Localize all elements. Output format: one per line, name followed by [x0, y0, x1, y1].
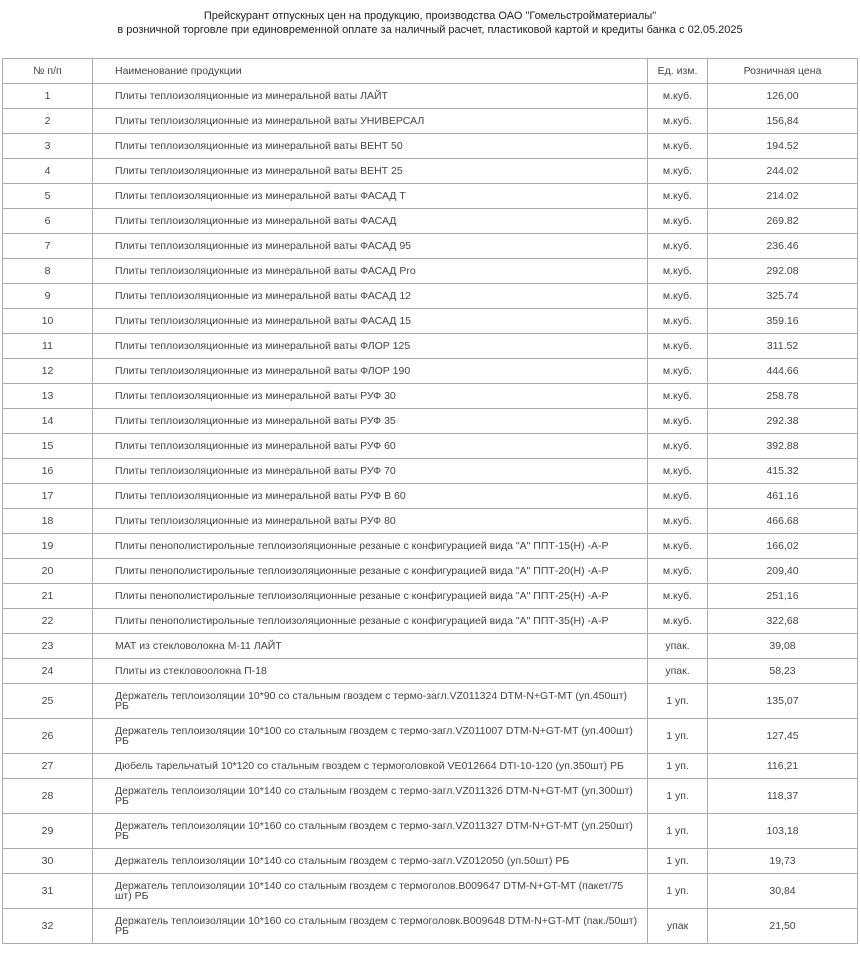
table-row	[3, 184, 858, 209]
row-number: 27	[3, 754, 93, 779]
row-number: 7	[3, 234, 93, 259]
table-row	[3, 384, 858, 409]
product-name: Плиты теплоизоляционные из минеральной ваты РУФ 60	[93, 434, 648, 459]
unit-of-measure: 1 уп.	[648, 779, 708, 814]
product-name: Плиты теплоизоляционные из минеральной ваты УНИВЕРСАЛ	[93, 109, 648, 134]
retail-price: 325.74	[708, 284, 858, 309]
table-body	[3, 84, 858, 944]
product-name: Плиты теплоизоляционные из минеральной ваты ВЕНТ 25	[93, 159, 648, 184]
retail-price: 116,21	[708, 754, 858, 779]
unit-of-measure: 1 уп.	[648, 874, 708, 909]
unit-of-measure: м.куб.	[648, 509, 708, 534]
column-header-number: № п/п	[3, 59, 93, 84]
product-name: Плиты теплоизоляционные из минеральной ваты ФЛОР 190	[93, 359, 648, 384]
unit-of-measure: м.куб.	[648, 409, 708, 434]
price-table-container	[2, 58, 857, 944]
unit-of-measure: м.куб.	[648, 159, 708, 184]
retail-price: 214.02	[708, 184, 858, 209]
retail-price: 103,18	[708, 814, 858, 849]
table-row	[3, 259, 858, 284]
product-name: Держатель теплоизоляции 10*100 со стальным гвоздем с термо-загл.VZ011007 DTM-N+GT-MT (уп.400шт) РБ	[93, 719, 648, 754]
row-number: 5	[3, 184, 93, 209]
unit-of-measure: м.куб.	[648, 284, 708, 309]
row-number: 31	[3, 874, 93, 909]
retail-price: 269.82	[708, 209, 858, 234]
table-row	[3, 334, 858, 359]
product-name: Плиты пенополистирольные теплоизоляционные резаные с конфигурацией вида "А" ППТ-25(Н) -А-Р	[93, 584, 648, 609]
retail-price: 311.52	[708, 334, 858, 359]
row-number: 29	[3, 814, 93, 849]
table-row	[3, 434, 858, 459]
unit-of-measure: м.куб.	[648, 609, 708, 634]
product-name: Держатель теплоизоляции 10*160 со стальным гвоздем с термоголовк.В009648 DTM-N+GT-MT (пак./50шт) РБ	[93, 909, 648, 944]
product-name: Плиты теплоизоляционные из минеральной ваты РУФ 80	[93, 509, 648, 534]
retail-price: 19,73	[708, 849, 858, 874]
table-row	[3, 849, 858, 874]
retail-price: 156,84	[708, 109, 858, 134]
row-number: 23	[3, 634, 93, 659]
row-number: 8	[3, 259, 93, 284]
product-name: Плиты теплоизоляционные из минеральной ваты ФАСАД	[93, 209, 648, 234]
retail-price: 251,16	[708, 584, 858, 609]
unit-of-measure: м.куб.	[648, 259, 708, 284]
row-number: 17	[3, 484, 93, 509]
unit-of-measure: м.куб.	[648, 584, 708, 609]
product-name: Плиты теплоизоляционные из минеральной ваты РУФ 35	[93, 409, 648, 434]
product-name: Плиты теплоизоляционные из минеральной ваты ФЛОР 125	[93, 334, 648, 359]
row-number: 20	[3, 559, 93, 584]
retail-price: 21,50	[708, 909, 858, 944]
row-number: 24	[3, 659, 93, 684]
retail-price: 415.32	[708, 459, 858, 484]
retail-price: 466.68	[708, 509, 858, 534]
unit-of-measure: м.куб.	[648, 309, 708, 334]
table-row	[3, 134, 858, 159]
retail-price: 127,45	[708, 719, 858, 754]
retail-price: 322,68	[708, 609, 858, 634]
row-number: 21	[3, 584, 93, 609]
product-name: Плиты теплоизоляционные из минеральной ваты РУФ 30	[93, 384, 648, 409]
product-name: Плиты теплоизоляционные из минеральной ваты РУФ В 60	[93, 484, 648, 509]
table-header-row	[3, 59, 858, 84]
row-number: 13	[3, 384, 93, 409]
unit-of-measure: 1 уп.	[648, 814, 708, 849]
price-list-header	[0, 9, 860, 37]
unit-of-measure: м.куб.	[648, 559, 708, 584]
retail-price: 392.88	[708, 434, 858, 459]
table-row	[3, 719, 858, 754]
retail-price: 244.02	[708, 159, 858, 184]
price-table	[2, 58, 858, 944]
product-name: Плиты теплоизоляционные из минеральной ваты ФАСАД 12	[93, 284, 648, 309]
retail-price: 135,07	[708, 684, 858, 719]
product-name: Плиты теплоизоляционные из минеральной ваты ВЕНТ 50	[93, 134, 648, 159]
product-name: Плиты теплоизоляционные из минеральной ваты ЛАЙТ	[93, 84, 648, 109]
unit-of-measure: м.куб.	[648, 384, 708, 409]
product-name: Плиты теплоизоляционные из минеральной ваты РУФ 70	[93, 459, 648, 484]
table-row	[3, 754, 858, 779]
row-number: 14	[3, 409, 93, 434]
unit-of-measure: 1 уп.	[648, 849, 708, 874]
unit-of-measure: упак.	[648, 659, 708, 684]
unit-of-measure: м.куб.	[648, 184, 708, 209]
retail-price: 236.46	[708, 234, 858, 259]
retail-price: 292.08	[708, 259, 858, 284]
unit-of-measure: м.куб.	[648, 459, 708, 484]
unit-of-measure: м.куб.	[648, 484, 708, 509]
table-row	[3, 659, 858, 684]
unit-of-measure: 1 уп.	[648, 754, 708, 779]
retail-price: 258.78	[708, 384, 858, 409]
table-row	[3, 909, 858, 944]
retail-price: 444.66	[708, 359, 858, 384]
row-number: 10	[3, 309, 93, 334]
table-row	[3, 814, 858, 849]
row-number: 2	[3, 109, 93, 134]
table-row	[3, 84, 858, 109]
row-number: 25	[3, 684, 93, 719]
table-row	[3, 284, 858, 309]
retail-price: 292.38	[708, 409, 858, 434]
unit-of-measure: упак.	[648, 634, 708, 659]
retail-price: 359.16	[708, 309, 858, 334]
retail-price: 194.52	[708, 134, 858, 159]
retail-price: 30,84	[708, 874, 858, 909]
row-number: 28	[3, 779, 93, 814]
table-row	[3, 779, 858, 814]
table-row	[3, 359, 858, 384]
product-name: Дюбель тарельчатый 10*120 со стальным гвоздем с термоголовкой VE012664 DTI-10-120 (уп.350шт) РБ	[93, 754, 648, 779]
row-number: 4	[3, 159, 93, 184]
table-row	[3, 684, 858, 719]
retail-price: 126,00	[708, 84, 858, 109]
retail-price: 39,08	[708, 634, 858, 659]
unit-of-measure: м.куб.	[648, 84, 708, 109]
row-number: 6	[3, 209, 93, 234]
unit-of-measure: м.куб.	[648, 209, 708, 234]
row-number: 9	[3, 284, 93, 309]
table-row	[3, 634, 858, 659]
unit-of-measure: м.куб.	[648, 134, 708, 159]
row-number: 30	[3, 849, 93, 874]
table-row	[3, 534, 858, 559]
unit-of-measure: м.куб.	[648, 234, 708, 259]
product-name: Плиты теплоизоляционные из минеральной ваты ФАСАД Т	[93, 184, 648, 209]
product-name: Держатель теплоизоляции 10*160 со стальным гвоздем с термо-загл.VZ011327 DTM-N+GT-MT (уп.250шт) РБ	[93, 814, 648, 849]
product-name: Держатель теплоизоляции 10*140 со стальным гвоздем с термоголов.В009647 DTM-N+GT-MT (пакет/75 шт) РБ	[93, 874, 648, 909]
header-line-1: Прейскурант отпускных цен на продукцию, производства ОАО "Гомельстройматериалы"	[203, 10, 657, 22]
column-header-name: Наименование продукции	[93, 59, 648, 84]
table-row	[3, 584, 858, 609]
unit-of-measure: м.куб.	[648, 109, 708, 134]
table-row	[3, 309, 858, 334]
retail-price: 209,40	[708, 559, 858, 584]
table-row	[3, 609, 858, 634]
table-row	[3, 109, 858, 134]
row-number: 3	[3, 134, 93, 159]
unit-of-measure: 1 уп.	[648, 684, 708, 719]
table-row	[3, 409, 858, 434]
unit-of-measure: м.куб.	[648, 534, 708, 559]
row-number: 18	[3, 509, 93, 534]
row-number: 12	[3, 359, 93, 384]
table-row	[3, 234, 858, 259]
unit-of-measure: упак	[648, 909, 708, 944]
row-number: 16	[3, 459, 93, 484]
row-number: 11	[3, 334, 93, 359]
retail-price: 166,02	[708, 534, 858, 559]
row-number: 15	[3, 434, 93, 459]
table-row	[3, 209, 858, 234]
row-number: 32	[3, 909, 93, 944]
product-name: Плиты пенополистирольные теплоизоляционные резаные с конфигурацией вида "А" ППТ-35(Н) -А-Р	[93, 609, 648, 634]
column-header-price: Розничная цена	[708, 59, 858, 84]
product-name: Плиты из стекловоолокна П-18	[93, 659, 648, 684]
unit-of-measure: м.куб.	[648, 334, 708, 359]
product-name: Плиты теплоизоляционные из минеральной ваты ФАСАД 15	[93, 309, 648, 334]
table-row	[3, 459, 858, 484]
product-name: Плиты теплоизоляционные из минеральной ваты ФАСАД Pro	[93, 259, 648, 284]
product-name: Плиты пенополистирольные теплоизоляционные резаные с конфигурацией вида "А" ППТ-20(Н) -А-Р	[93, 559, 648, 584]
retail-price: 461.16	[708, 484, 858, 509]
product-name: Держатель теплоизоляции 10*90 со стальным гвоздем с термо-загл.VZ011324 DTM-N+GT-MT (уп.450шт) РБ	[93, 684, 648, 719]
column-header-unit: Ед. изм.	[648, 59, 708, 84]
table-row	[3, 559, 858, 584]
product-name: МАТ из стекловолокна М-11 ЛАЙТ	[93, 634, 648, 659]
product-name: Плиты теплоизоляционные из минеральной ваты ФАСАД 95	[93, 234, 648, 259]
table-row	[3, 874, 858, 909]
retail-price: 58,23	[708, 659, 858, 684]
product-name: Держатель теплоизоляции 10*140 со стальным гвоздем с термо-загл.VZ012050 (уп.50шт) РБ	[93, 849, 648, 874]
table-row	[3, 509, 858, 534]
table-row	[3, 159, 858, 184]
row-number: 19	[3, 534, 93, 559]
row-number: 26	[3, 719, 93, 754]
retail-price: 118,37	[708, 779, 858, 814]
unit-of-measure: 1 уп.	[648, 719, 708, 754]
header-line-2: в розничной торговле при единовременной оплате за наличный расчет, пластиковой картой и кредиты банка с 02.05.2025	[117, 24, 743, 36]
product-name: Плиты пенополистирольные теплоизоляционные резаные с конфигурацией вида "А" ППТ-15(Н) -А-Р	[93, 534, 648, 559]
unit-of-measure: м.куб.	[648, 359, 708, 384]
unit-of-measure: м.куб.	[648, 434, 708, 459]
product-name: Держатель теплоизоляции 10*140 со стальным гвоздем с термо-загл.VZ011326 DTM-N+GT-MT (уп.300шт) РБ	[93, 779, 648, 814]
row-number: 1	[3, 84, 93, 109]
table-row	[3, 484, 858, 509]
row-number: 22	[3, 609, 93, 634]
